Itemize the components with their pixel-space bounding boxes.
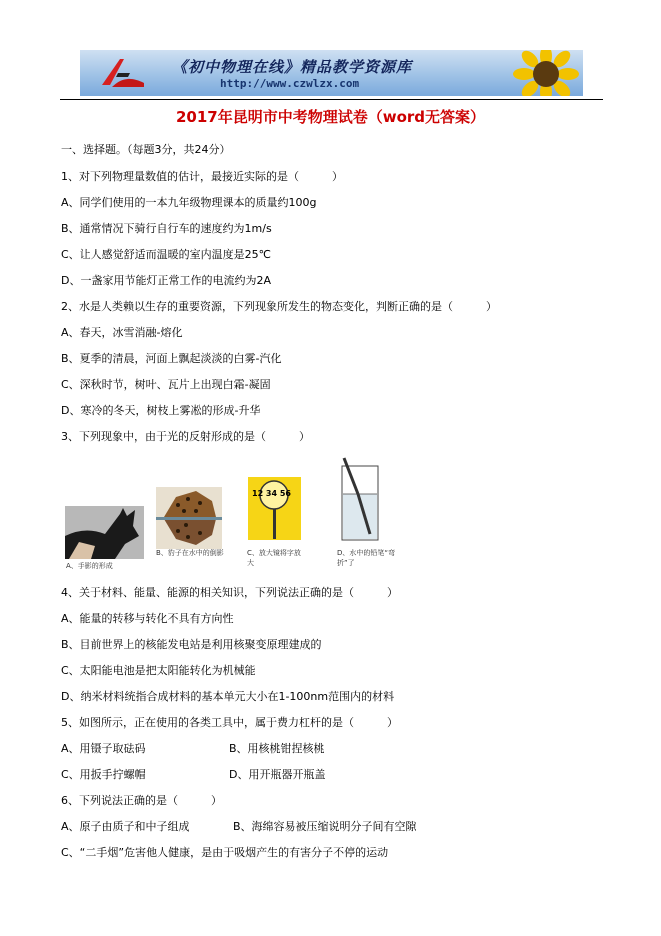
magnifier-image — [248, 477, 301, 540]
question-3-stem: 3、下列现象中，由于光的反射形成的是（ ） — [61, 430, 310, 443]
header-banner — [80, 50, 583, 96]
question-4-option-a: A、能量的转移与转化不具有方向性 — [61, 612, 234, 625]
caption-d: D、水中的铅笔“弯折”了 — [337, 549, 396, 567]
question-4-option-c: C、太阳能电池是把太阳能转化为机械能 — [61, 664, 256, 677]
hand-shadow-image — [65, 506, 144, 559]
question-5-stem: 5、如图所示，正在使用的各类工具中，属于费力杠杆的是（ ） — [61, 716, 398, 729]
question-2-option-c: C、深秋时节，树叶、瓦片上出现白霜-凝固 — [61, 378, 271, 391]
caption-c: C、放大镜将字放大 — [247, 549, 301, 567]
pencil-in-water-image — [336, 456, 384, 542]
sunflower-icon — [511, 50, 581, 96]
question-6-option-b: B、海绵容易被压缩说明分子间有空隙 — [233, 820, 417, 833]
magnifier-icon — [248, 477, 301, 540]
question-4-stem: 4、关于材料、能量、能源的相关知识，下列说法正确的是（ ） — [61, 586, 398, 599]
site-logo-icon — [98, 55, 146, 91]
question-4-option-d: D、纳米材料统指合成材料的基本单元大小在1-100nm范围内的材料 — [61, 690, 395, 703]
question-5-option-a: A、用镊子取砝码 — [61, 742, 146, 755]
question-1-option-a: A、同学们使用的一本九年级物理课本的质量约100g — [61, 196, 317, 209]
question-1-option-b: B、通常情况下骑行自行车的速度约为1m/s — [61, 222, 272, 235]
question-5-option-d: D、用开瓶器开瓶盖 — [229, 768, 326, 781]
question-6-option-c: C、“二手烟”危害他人健康，是由于吸烟产生的有害分子不停的运动 — [61, 846, 389, 859]
banner-title: 《初中物理在线》精品教学资源库 — [172, 58, 413, 76]
caption-b: B、豹子在水中的倒影 — [156, 549, 224, 557]
page-title: 2017年昆明市中考物理试卷（word无答案） — [175, 108, 486, 126]
question-1-option-d: D、一盏家用节能灯正常工作的电流约为2A — [61, 274, 271, 287]
question-2-option-a: A、春天，冰雪消融-熔化 — [61, 326, 183, 339]
question-1-stem: 1、对下列物理量数值的估计，最接近实际的是（ ） — [61, 170, 343, 183]
question-2-option-b: B、夏季的清晨，河面上飘起淡淡的白雾-汽化 — [61, 352, 282, 365]
caption-a: A、手影的形成 — [66, 562, 113, 570]
banner-url: http://www.czwlzx.com — [220, 77, 360, 90]
question-5-option-c: C、用扳手拧螺帽 — [61, 768, 146, 781]
question-6-option-a: A、原子由质子和中子组成 — [61, 820, 190, 833]
question-1-option-c: C、让人感觉舒适而温暖的室内温度是25℃ — [61, 248, 272, 261]
question-6-stem: 6、下列说法正确的是（ ） — [61, 794, 222, 807]
question-2-option-d: D、寒冷的冬天，树枝上雾凇的形成-升华 — [61, 404, 261, 417]
section-heading: 一、选择题。（每题3分，共24分） — [61, 143, 231, 156]
magnifier-text: 12 34 56 — [252, 489, 291, 498]
question-2-stem: 2、水是人类赖以生存的重要资源，下列现象所发生的物态变化，判断正确的是（ ） — [61, 300, 497, 313]
leopard-reflection-image — [156, 487, 222, 549]
header-rule — [60, 99, 603, 100]
question-5-option-b: B、用核桃钳捏核桃 — [229, 742, 325, 755]
question-4-option-b: B、目前世界上的核能发电站是利用核聚变原理建成的 — [61, 638, 322, 651]
